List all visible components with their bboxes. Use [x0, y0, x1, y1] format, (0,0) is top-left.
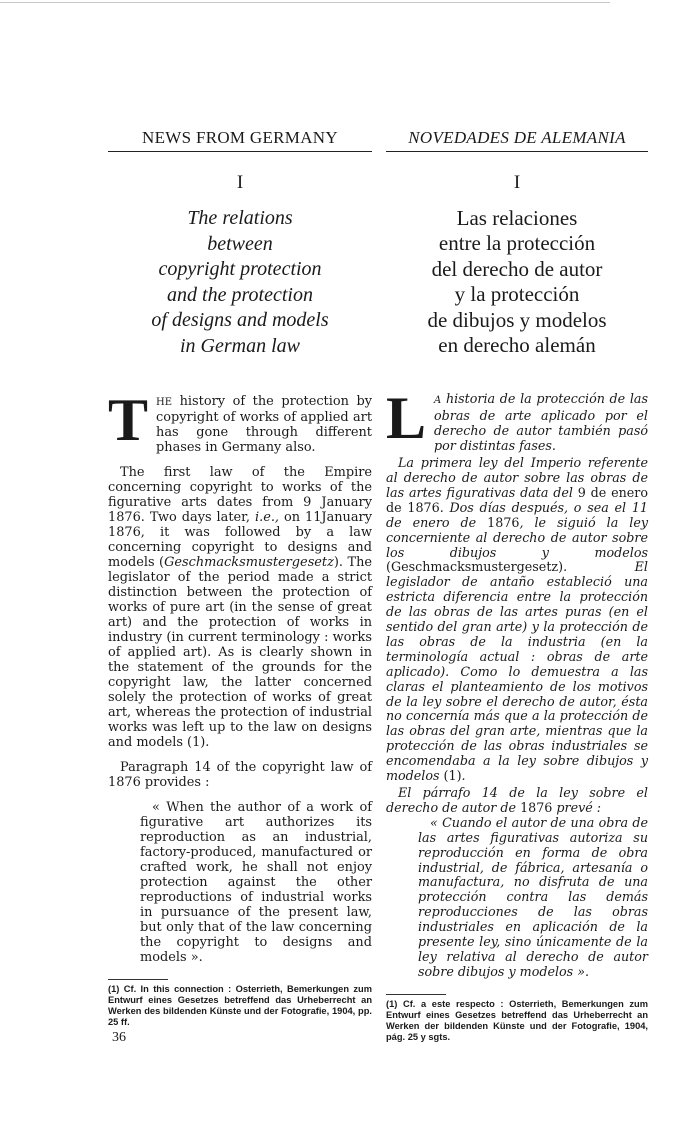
paragraph: THE history of the protection by copyright of works of applied art has gone through different phases in Germany also. [108, 386, 372, 455]
article-body [386, 385, 649, 979]
article-numeral: I [236, 172, 244, 193]
title-line: del derecho de autor [431, 256, 603, 281]
article-title [108, 206, 372, 360]
drop-cap: L [386, 385, 427, 452]
paragraph: Paragraph 14 of the copyright law of 1876 provides : [108, 759, 372, 790]
top-rule [0, 2, 610, 3]
footnote: (1) Cf. In this connection : Osterrieth, Bemerkungen zum Entwurf eines Gesetzes betreffend das Urheberrecht an Werken des bildenden Künste und der Fotografie, 1904, pp. 25 ff. [108, 983, 372, 1027]
title-line: copyright protection [158, 258, 322, 281]
title-line: of designs and models [151, 309, 329, 332]
footnote-rule [386, 994, 446, 995]
paragraph: La primera ley del Imperio referente al derecho de autor sobre las obras de las artes figurativas data del 9 de enero de 1876. Dos días después, o sea el 11 de enero de 1876, le siguió la ley concerniente al derecho de autor sobre los dibujos y modelos (Geschmacksmustergesetz). El legislador de antaño estableció una estricta diferencia entre la protección de las obras de las artes puras (en el sentido del gran arte) y la protección de las obras de la industria (en la terminología actual : obras de arte aplicado). Como lo demuestra a las claras el planteamiento de los motivos de la ley sobre el derecho de autor, ésta no concernía más que a la protección de las obras del gran arte, mientras que la protección de las obras industriales se encomendaba a la ley sobre dibujos y modelos (1). [386, 455, 649, 784]
article-body [108, 386, 372, 965]
block-quote: « Cuando el autor de una obra de las artes figurativas autoriza su reproducción en forma de obra industrial, de fábrica, artesanía o manufactura, no disfruta de una protección contra las demás reproducciones de las obras industriales en aplicación de la presente ley, sino únicamente de la ley relativa al derecho de autor sobre dibujos y modelos ». [418, 814, 648, 979]
title-line: between [207, 232, 273, 255]
article-numeral: I [513, 172, 521, 193]
paragraph: The first law of the Empire concerning copyright to works of the figurative arts dates from 9 January 1876. Two days later, i.e., on 11January 1876, it was followed by a law concerning copyright to designs and models (Geschmacksmustergesetz). The legislator of the period made a strict distinction between the protection of works of pure art (in the sense of great art) and the protection of works in industry (in current terminology : works of applied art). As is clearly shown in the statement of the grounds for the copyright law, the latter concerned solely the protection of works of great art, whereas the protection of industrial works was left up to the law on designs and models (1). [108, 464, 372, 750]
footnote: (1) Cf. a este respecto : Osterrieth, Bemerkungen zum Entwurf eines Gesetzes betreffend das Urheberrecht an Werken der bildenden Künste und der Fotografie, 1904, pág. 25 y sgts. [386, 998, 648, 1042]
title-line: y la protección [454, 282, 580, 307]
section-header: NOVEDADES DE ALEMANIA [386, 128, 648, 152]
title-line: The relations [187, 207, 293, 229]
title-line: Las relaciones [456, 206, 578, 230]
title-line: in German law [180, 334, 300, 357]
title-line: entre la protección [438, 231, 596, 256]
paragraph: El párrafo 14 de la ley sobre el derecho de autor de 1876 prevé : [386, 785, 648, 815]
spanish-column [386, 128, 648, 1043]
title-line: and the protection [167, 283, 313, 306]
block-quote: « When the author of a work of figurative art authorizes its reproduction as an industrial, factory-produced, manufactured or crafted work, he shall not enjoy protection against the other reproductions of industrial works in pursuance of the present law, but only that of the law concerning the copyright to designs and models ». [140, 799, 372, 965]
english-column [108, 128, 372, 1028]
section-header: NEWS FROM GERMANY [108, 128, 372, 152]
title-line: en derecho alemán [438, 333, 596, 358]
title-line: de dibujos y modelos [427, 307, 607, 332]
article-title [386, 206, 648, 358]
paragraph: LA historia de la protección de las obras de arte aplicado por el derecho de autor también pasó por distintas fases. [386, 385, 648, 454]
footnote-rule [108, 979, 168, 980]
drop-cap: T [108, 386, 149, 453]
page-number: 36 [112, 1030, 126, 1045]
